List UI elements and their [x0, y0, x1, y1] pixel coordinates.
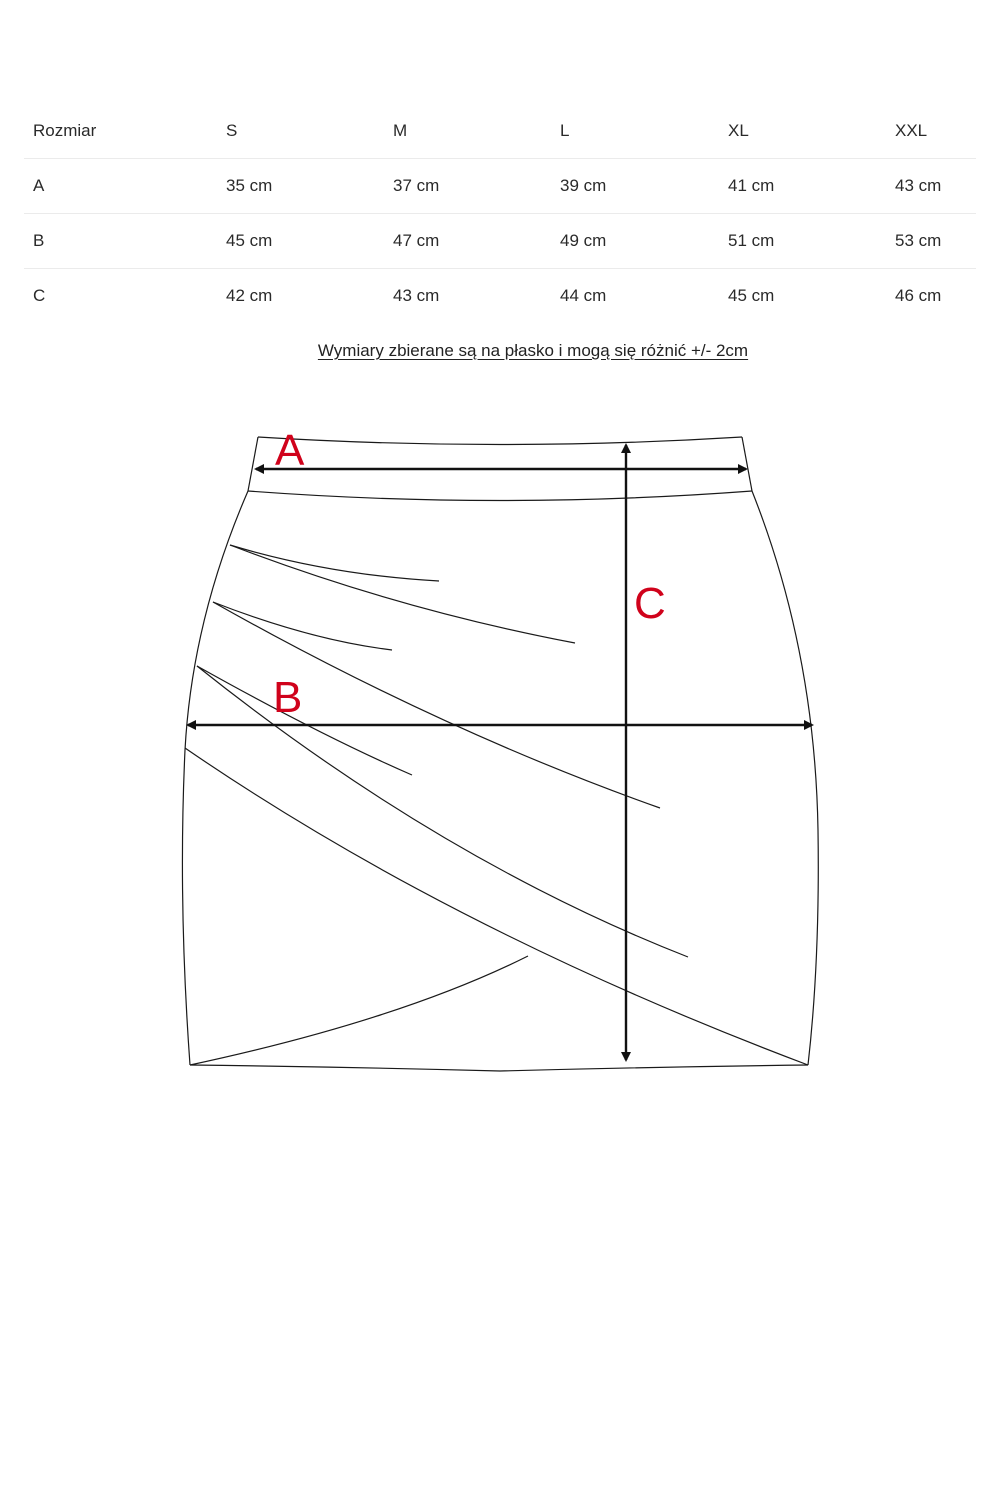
- wrap-underlay-edge: [190, 956, 528, 1065]
- table-cell: 45 cm: [226, 214, 393, 269]
- pleat-line: [213, 602, 392, 650]
- hem: [190, 1065, 808, 1071]
- header-cell: L: [560, 104, 728, 159]
- header-cell: Rozmiar: [24, 104, 226, 159]
- left-side-seam: [182, 491, 248, 1065]
- table-cell: 39 cm: [560, 159, 728, 214]
- pleat-line: [230, 545, 575, 643]
- waistband-right-edge: [742, 437, 752, 491]
- right-side-seam: [752, 491, 818, 1065]
- measurement-note: Wymiary zbierane są na płasko i mogą się różnić +/- 2cm: [317, 341, 749, 360]
- label-b: B: [273, 673, 303, 722]
- table-cell: 47 cm: [393, 214, 560, 269]
- table-cell: 45 cm: [728, 286, 775, 305]
- label-c: C: [634, 579, 666, 628]
- table-cell: 43 cm: [393, 286, 440, 305]
- table-cell: 41 cm: [728, 159, 895, 214]
- table-cell: 35 cm: [226, 159, 393, 214]
- table-cell: 51 cm: [728, 214, 895, 269]
- table-cell: 42 cm: [226, 286, 273, 305]
- header-cell: M: [393, 104, 560, 159]
- pleat-line: [197, 666, 412, 775]
- wrap-overlay-edge: [185, 748, 808, 1065]
- pleat-line: [197, 666, 688, 957]
- waistband-bottom-edge: [248, 491, 752, 501]
- skirt-outline: [182, 437, 818, 1071]
- table-cell: B: [24, 214, 226, 269]
- header-cell: XXL: [895, 104, 976, 159]
- table-cell: 49 cm: [560, 214, 728, 269]
- table-cell: A: [24, 159, 226, 214]
- label-a: A: [275, 426, 305, 475]
- header-cell: S: [226, 104, 393, 159]
- table-cell: 44 cm: [560, 286, 607, 305]
- waistband-top-edge: [258, 437, 742, 445]
- table-cell: 53 cm: [895, 214, 976, 269]
- table-cell: 46 cm: [895, 286, 942, 305]
- table-cell: C: [33, 286, 46, 305]
- table-cell: 37 cm: [393, 159, 560, 214]
- waistband-left-edge: [248, 437, 258, 491]
- header-cell: XL: [728, 104, 895, 159]
- pleat-line: [230, 545, 439, 581]
- table-cell: 43 cm: [895, 159, 976, 214]
